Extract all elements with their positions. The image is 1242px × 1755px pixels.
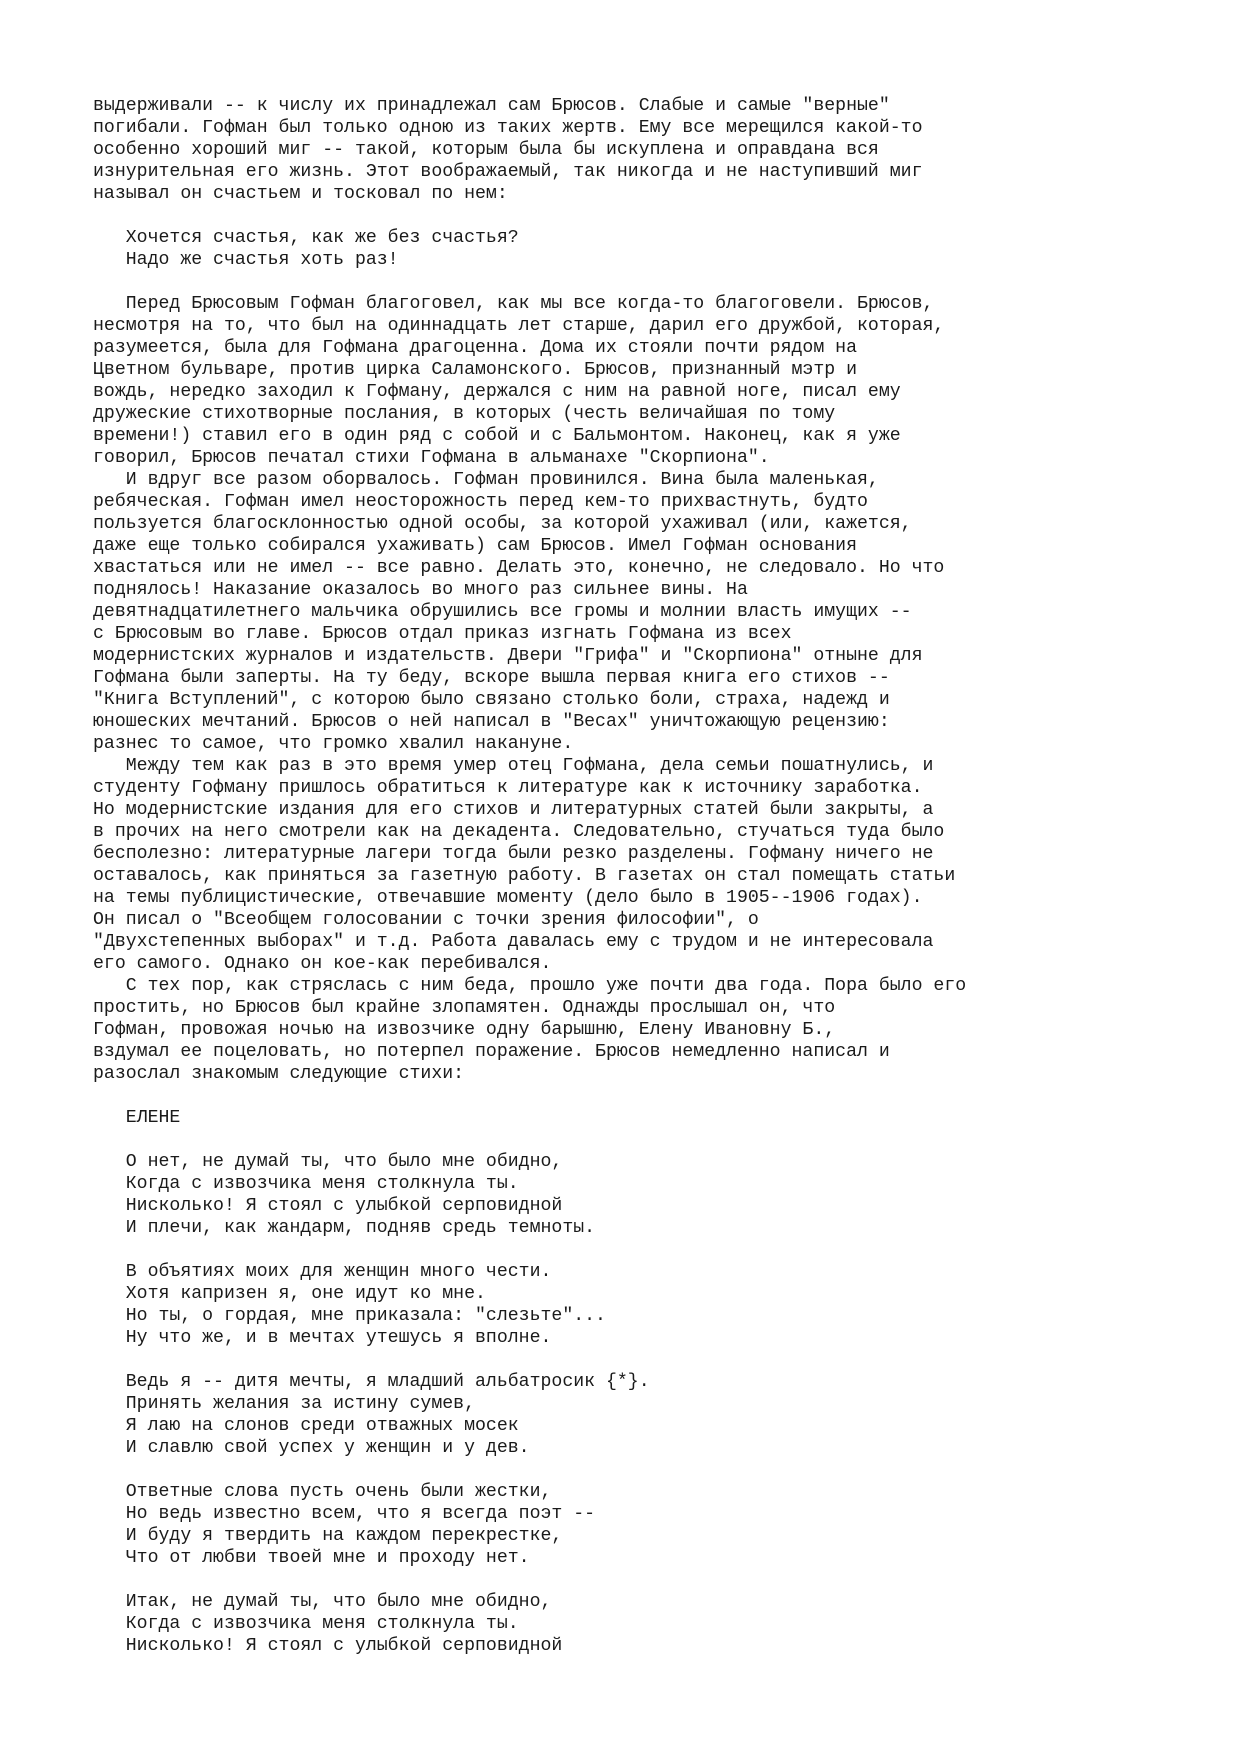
verse-line: О нет, не думай ты, что было мне обидно, xyxy=(93,1152,563,1172)
text-line: дружеские стихотворные послания, в которых (честь величайшая по тому xyxy=(93,404,836,424)
text-line: Цветном бульваре, против цирка Саламонского. Брюсов, признанный мэтр и xyxy=(93,360,857,380)
text-line: особенно хороший миг -- такой, которым была бы искуплена и оправдана вся xyxy=(93,140,879,160)
verse-line: И плечи, как жандарм, подняв средь темноты. xyxy=(93,1218,596,1238)
text-line: его самого. Однако он кое-как перебивался. xyxy=(93,954,552,974)
verse-stanza xyxy=(93,227,1213,271)
text-line: поднялось! Наказание оказалось во много раз сильнее вины. На xyxy=(93,580,748,600)
verse-line: Я лаю на слонов среди отважных мосек xyxy=(93,1416,519,1436)
text-line: студенту Гофману пришлось обратиться к литературе как к источнику заработка. xyxy=(93,778,923,798)
blank-line xyxy=(93,1459,1213,1481)
text-line: вождь, нередко заходил к Гофману, держался с ним на равной ноге, писал ему xyxy=(93,382,901,402)
verse-line: Ну что же, и в мечтах утешусь я вполне. xyxy=(93,1328,552,1348)
text-line: юношеских мечтаний. Брюсов о ней написал в "Весах" уничтожающую рецензию: xyxy=(93,712,890,732)
text-line: с Брюсовым во главе. Брюсов отдал приказ изгнать Гофмана из всех xyxy=(93,624,792,644)
text-line: на темы публицистические, отвечавшие моменту (дело было в 1905--1906 годах). xyxy=(93,888,923,908)
text-line: говорил, Брюсов печатал стихи Гофмана в альманахе "Скорпиона". xyxy=(93,448,770,468)
verse-line: Когда с извозчика меня столкнула ты. xyxy=(93,1174,519,1194)
verse-line: Ответные слова пусть очень были жестки, xyxy=(93,1482,552,1502)
blank-line xyxy=(93,205,1213,227)
text-line: называл он счастьем и тосковал по нем: xyxy=(93,184,508,204)
text-line: бесполезно: литературные лагери тогда были резко разделены. Гофману ничего не xyxy=(93,844,934,864)
verse-line: Хотя капризен я, оне идут ко мне. xyxy=(93,1284,486,1304)
verse-stanza xyxy=(93,1481,1213,1569)
verse-line: И буду я твердить на каждом перекрестке, xyxy=(93,1526,563,1546)
verse-line: Принять желания за истину сумев, xyxy=(93,1394,475,1414)
document-page xyxy=(93,95,1213,1657)
text-line: в прочих на него смотрели как на декадента. Следовательно, стучаться туда было xyxy=(93,822,945,842)
text-line: времени!) ставил его в один ряд с собой и с Бальмонтом. Наконец, как я уже xyxy=(93,426,901,446)
text-line: Но модернистские издания для его стихов и литературных статей были закрыты, а xyxy=(93,800,934,820)
text-line: Гофман, провожая ночью на извозчике одну барышню, Елену Ивановну Б., xyxy=(93,1020,836,1040)
text-line: даже еще только собирался ухаживать) сам Брюсов. Имел Гофман основания xyxy=(93,536,857,556)
verse-line: Но ведь известно всем, что я всегда поэт -- xyxy=(93,1504,596,1524)
verse-line: И славлю свой успех у женщин и у дев. xyxy=(93,1438,530,1458)
verse-line: Нисколько! Я стоял с улыбкой серповидной xyxy=(93,1636,563,1656)
blank-line xyxy=(93,1239,1213,1261)
text-line: Между тем как раз в это время умер отец Гофмана, дела семьи пошатнулись, и xyxy=(93,756,934,776)
verse-line: Хочется счастья, как же без счастья? xyxy=(93,228,519,248)
blank-line xyxy=(93,271,1213,293)
text-line: модернистских журналов и издательств. Двери "Грифа" и "Скорпиона" отныне для xyxy=(93,646,923,666)
verse-line: В объятиях моих для женщин много чести. xyxy=(93,1262,552,1282)
text-line: хвастаться или не имел -- все равно. Делать это, конечно, не следовало. Но что xyxy=(93,558,945,578)
text-line: Гофмана были заперты. На ту беду, вскоре вышла первая книга его стихов -- xyxy=(93,668,890,688)
text-line: разумеется, была для Гофмана драгоценна. Дома их стояли почти рядом на xyxy=(93,338,857,358)
text-line: И вдруг все разом оборвалось. Гофман провинился. Вина была маленькая, xyxy=(93,470,879,490)
blank-line xyxy=(93,1569,1213,1591)
text-line: разнес то самое, что громко хвалил накануне. xyxy=(93,734,574,754)
verse-line: Надо же счастья хоть раз! xyxy=(93,250,399,270)
blank-line xyxy=(93,1085,1213,1107)
blank-line xyxy=(93,1349,1213,1371)
verse-line: Итак, не думай ты, что было мне обидно, xyxy=(93,1592,552,1612)
verse-line: Но ты, о гордая, мне приказала: "слезьте"... xyxy=(93,1306,606,1326)
text-line: простить, но Брюсов был крайне злопамятен. Однажды прослышал он, что xyxy=(93,998,836,1018)
verse-stanza xyxy=(93,1371,1213,1459)
text-line: "Книга Вступлений", с которою было связано столько боли, страха, надежд и xyxy=(93,690,890,710)
verse-line: Когда с извозчика меня столкнула ты. xyxy=(93,1614,519,1634)
verse-stanza xyxy=(93,1107,1213,1129)
text-line: разослал знакомым следующие стихи: xyxy=(93,1064,465,1084)
text-line: "Двухстепенных выборах" и т.д. Работа давалась ему с трудом и не интересовала xyxy=(93,932,934,952)
verse-line: Нисколько! Я стоял с улыбкой серповидной xyxy=(93,1196,563,1216)
prose-paragraph xyxy=(93,95,1213,205)
text-line: Он писал о "Всеобщем голосовании с точки зрения философии", о xyxy=(93,910,759,930)
text-line: погибали. Гофман был только одною из таких жертв. Ему все мерещился какой-то xyxy=(93,118,923,138)
blank-line xyxy=(93,1129,1213,1151)
text-line: Перед Брюсовым Гофман благоговел, как мы все когда-то благоговели. Брюсов, xyxy=(93,294,934,314)
text-line: несмотря на то, что был на одиннадцать лет старше, дарил его дружбой, которая, xyxy=(93,316,945,336)
text-line: вздумал ее поцеловать, но потерпел поражение. Брюсов немедленно написал и xyxy=(93,1042,890,1062)
text-line: изнурительная его жизнь. Этот воображаемый, так никогда и не наступивший миг xyxy=(93,162,923,182)
verse-line: Что от любви твоей мне и проходу нет. xyxy=(93,1548,530,1568)
text-line: пользуется благосклонностью одной особы, за которой ухаживал (или, кажется, xyxy=(93,514,912,534)
verse-line: Ведь я -- дитя мечты, я младший альбатросик {*}. xyxy=(93,1372,650,1392)
text-line: оставалось, как приняться за газетную работу. В газетах он стал помещать статьи xyxy=(93,866,956,886)
text-line: С тех пор, как стряслась с ним беда, прошло уже почти два года. Пора было его xyxy=(93,976,967,996)
verse-stanza xyxy=(93,1591,1213,1657)
verse-line: ЕЛЕНЕ xyxy=(93,1108,181,1128)
text-line: девятнадцатилетнего мальчика обрушились все громы и молнии власть имущих -- xyxy=(93,602,912,622)
text-line: ребяческая. Гофман имел неосторожность перед кем-то прихвастнуть, будто xyxy=(93,492,868,512)
verse-stanza xyxy=(93,1261,1213,1349)
text-line: выдерживали -- к числу их принадлежал сам Брюсов. Слабые и самые "верные" xyxy=(93,96,890,116)
verse-stanza xyxy=(93,1151,1213,1239)
prose-paragraph xyxy=(93,293,1213,1085)
